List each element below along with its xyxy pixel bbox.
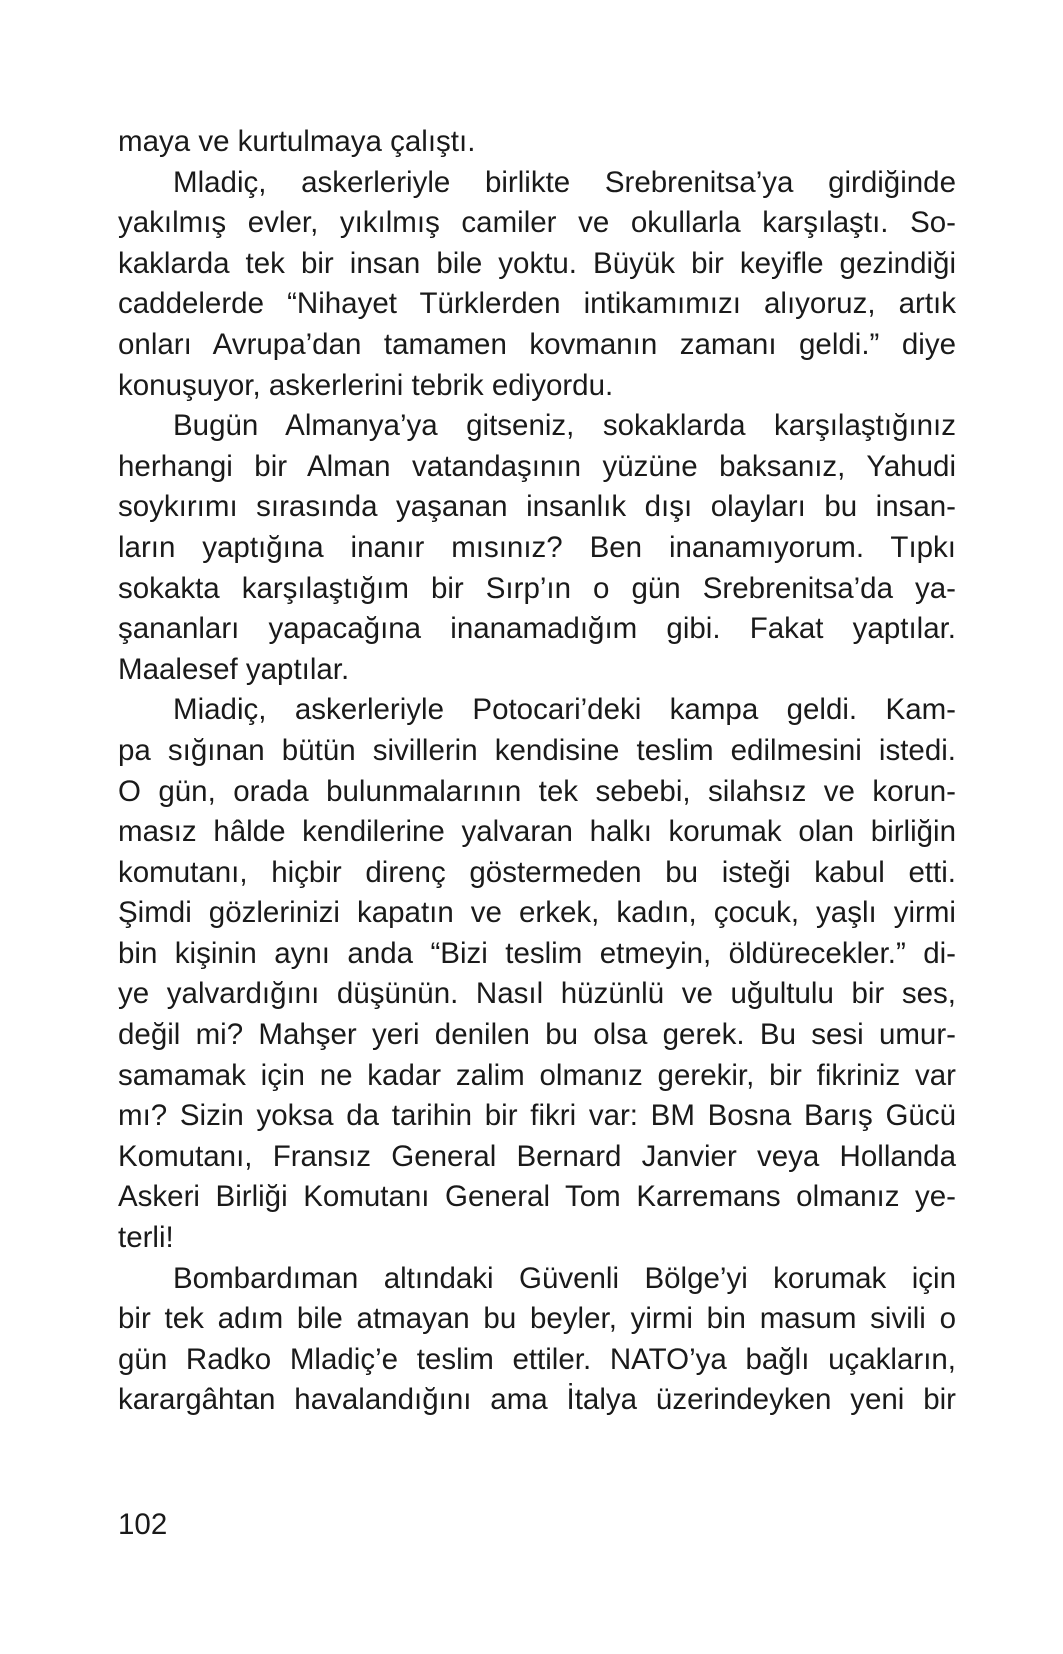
text-line: samamak için ne kadar zalim olmanız gerekir, bir fikriniz var [118,1058,956,1092]
text-line: mı? Sizin yoksa da tarihin bir fikri var: BM Bosna Barış Gücü [118,1099,956,1133]
text-line: Maalesef yaptılar. [118,652,350,686]
text-line: Komutanı, Fransız General Bernard Janvier veya Hollanda [118,1139,956,1173]
text-line: bin kişinin aynı anda “Bizi teslim etmeyin, öldürecekler.” di- [118,936,956,970]
text-line: masız hâlde kendilerine yalvaran halkı korumak olan birliğin [118,815,956,849]
text-line: şananları yapacağına inanamadığım gibi. Fakat yaptılar. [118,612,956,646]
text-line: soykırımı sırasında yaşanan insanlık dışı olayları bu insan- [118,490,956,524]
text-line: onları Avrupa’dan tamamen kovmanın zamanı geldi.” diye [118,327,956,361]
text-line: caddelerde “Nihayet Türklerden intikamımızı alıyoruz, artık [118,287,956,321]
text-line: Askeri Birliği Komutanı General Tom Karremans olmanız ye- [118,1180,956,1214]
text-line: konuşuyor, askerlerini tebrik ediyordu. [118,368,614,402]
text-line: karargâhtan havalandığını ama İtalya üzerindeyken yeni bir [118,1383,956,1417]
text-line: ların yaptığına inanır mısınız? Ben inanamıyorum. Tıpkı [118,530,956,564]
paragraph-first-line: Mladiç, askerleriyle birlikte Srebrenitsa’ya girdiğinde [173,165,956,199]
text-line: kaklarda tek bir insan bile yoktu. Büyük bir keyifle gezindiği [118,246,956,280]
text-line: O gün, orada bulunmalarının tek sebebi, silahsız ve korun- [118,774,956,808]
text-line: terli! [118,1221,174,1255]
text-line: ye yalvardığını düşünün. Nasıl hüzünlü ve uğultulu bir ses, [118,977,956,1011]
page-body-text [118,122,956,1421]
paragraph-first-line: Bombardıman altındaki Güvenli Bölge’yi korumak için [173,1261,956,1295]
text-line: maya ve kurtulmaya çalıştı. [118,125,476,158]
page-number: 102 [118,1508,168,1541]
text-line: komutanı, hiçbir direnç göstermeden bu isteği kabul etti. [118,855,956,889]
text-line: gün Radko Mladiç’e teslim ettiler. NATO’ya bağlı uçakların, [118,1342,956,1376]
text-line: pa sığınan bütün sivillerin kendisine teslim edilmesini istedi. [118,733,956,767]
text-line: değil mi? Mahşer yeri denilen bu olsa gerek. Bu sesi umur- [118,1018,956,1052]
paragraph-first-line: Miadiç, askerleriyle Potocari’deki kampa geldi. Kam- [173,693,956,727]
text-line: yakılmış evler, yıkılmış camiler ve okullarla karşılaştı. So- [118,206,956,240]
text-line: Şimdi gözlerinizi kapatın ve erkek, kadın, çocuk, yaşlı yirmi [118,896,956,930]
text-line: sokakta karşılaştığım bir Sırp’ın o gün Srebrenitsa’da ya- [118,571,956,605]
text-line: bir tek adım bile atmayan bu beyler, yirmi bin masum sivili o [118,1302,956,1336]
text-line: herhangi bir Alman vatandaşının yüzüne baksanız, Yahudi [118,449,956,483]
paragraph-first-line: Bugün Almanya’ya gitseniz, sokaklarda karşılaştığınız [173,409,956,443]
